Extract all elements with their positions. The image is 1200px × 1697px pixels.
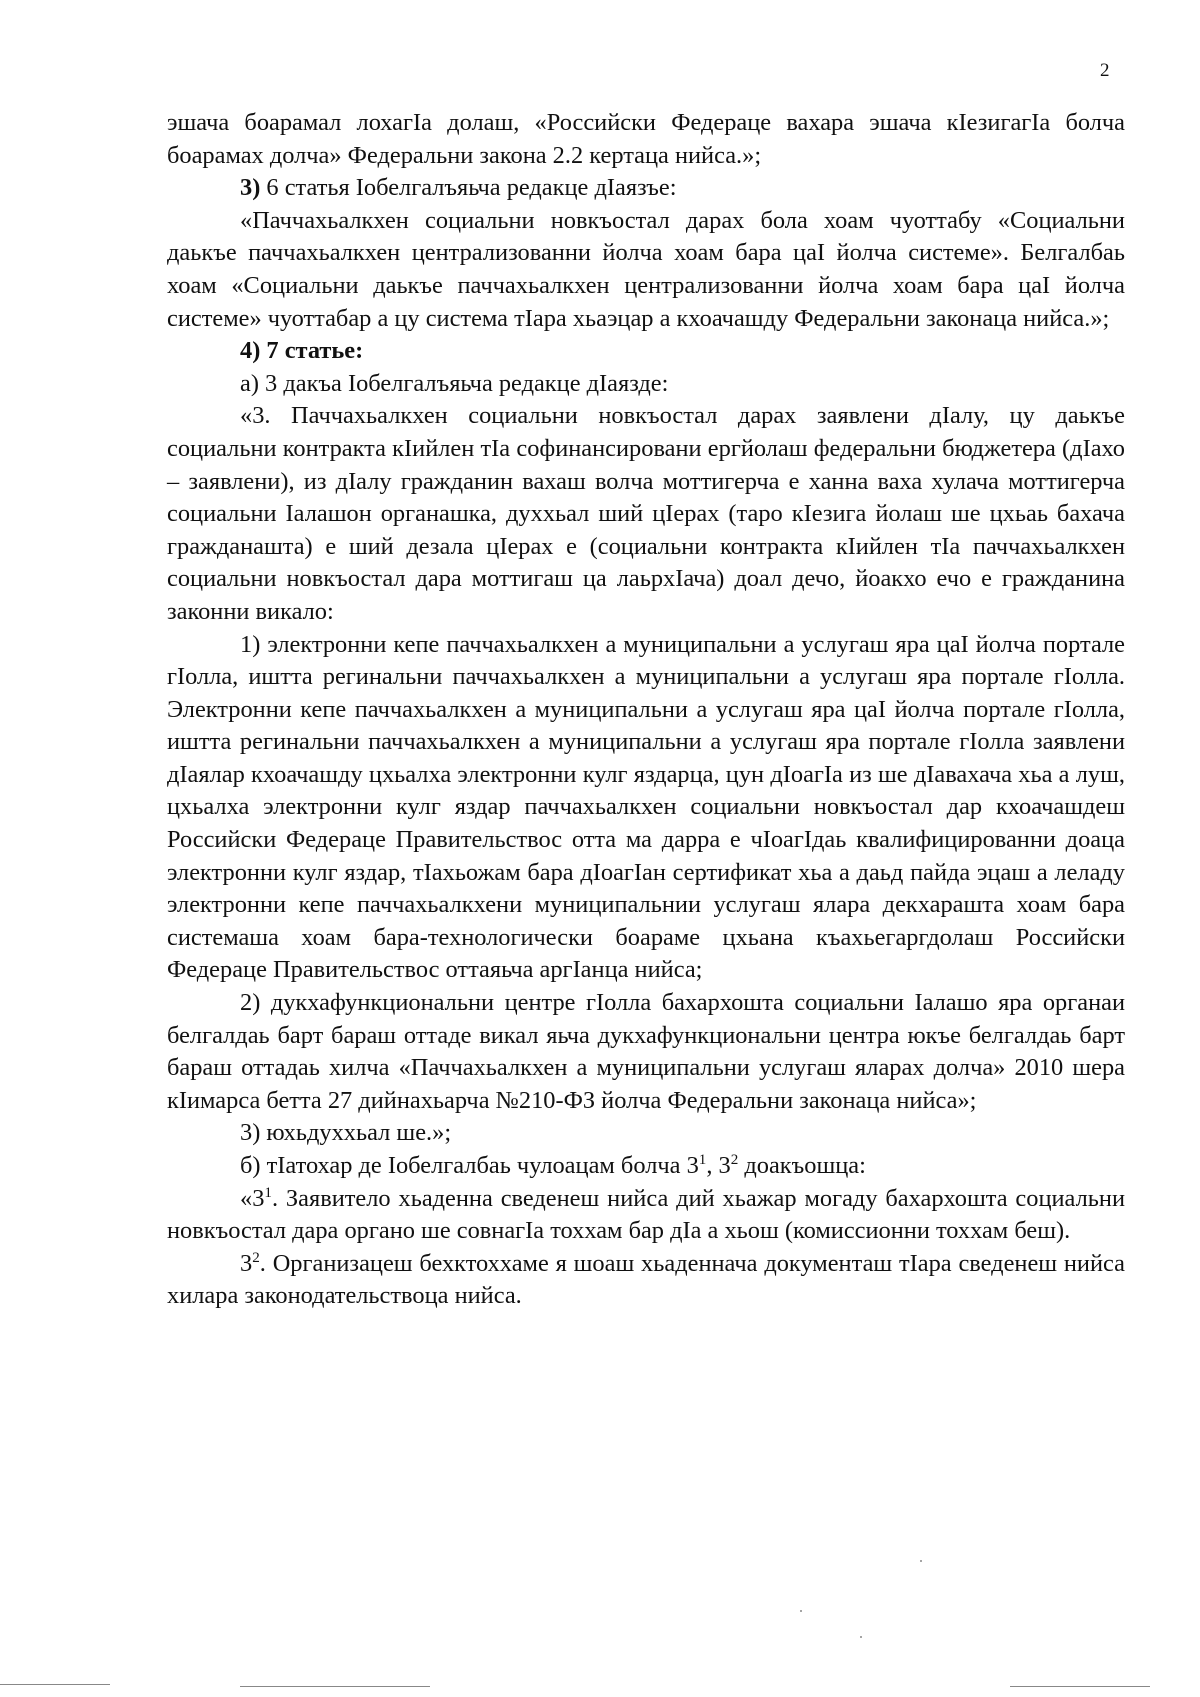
document-body [167,107,1125,1313]
text-fragment: доакъошца: [738,1152,866,1179]
paragraph-8: 2) дукхафункциональни центре гIолла бахархошта социальни Iалашо яра органаи белгалдаь барт бараш оттаде викал яьча дукхафункциональни центра юкъе белгалдаь барт бараш оттадаь хилча «Паччахьалкхен а муниципальни услугаш яларах долча» 2010 шера кIимарса бетта 27 дийнахьарча №210-ФЗ йолча Федеральни законаца нийса»; [167,989,1125,1114]
superscript: 1 [698,1151,707,1168]
scan-line [0,1684,110,1685]
superscript: 2 [252,1249,260,1266]
paragraph-12 [167,1248,1125,1313]
item-text: 6 статья Iобелгалъяьча редакце дIаязъе: [260,174,677,202]
scan-speck [800,1610,802,1612]
text-fragment: , 3 [706,1152,731,1179]
text-fragment: б) тIатохар де Iобелгалбаь чулоацам болча 3 [240,1152,699,1179]
scan-speck [920,1560,922,1562]
text-fragment: . Заявитело хьаденна сведенеш нийса дий хьажар могаду бахархошта социальни новкъостал дара органо ше совнагIа тоххам бар дIа а хьош (комиссионни тоххам беш). [167,1184,1125,1245]
paragraph-2 [167,172,1125,205]
scan-speck [860,1636,862,1638]
paragraph-3: «Паччахьалкхен социальни новкъостал дарах бола хоам чуоттабу «Социальни даькъе паччахьалкхен централизованни йолча хоам бара цаI йолча системе». Белгалбаь хоам «Социальни даькъе паччахьалкхен централизованни йолча хоам бара цаI йолча системе» чуоттабар а цу система тIара хьаэцар а кхоачашду Федеральни законаца нийса.»; [167,206,1125,332]
scan-line [1010,1686,1150,1687]
paragraph-11 [167,1183,1125,1248]
text-fragment: 3 [240,1249,253,1277]
superscript: 1 [264,1184,272,1201]
paragraph-5: а) 3 дакъа Iобелгалъяьча редакце дIаязде: [240,369,669,397]
paragraph-4: 4) 7 статье: [240,337,364,365]
superscript: 2 [730,1151,739,1168]
paragraph-1: эшача боарамал лохагIа долаш, «Российски Федераце вахара эшача кIезигагIа болча боарамах долча» Федеральни закона 2.2 кертаца нийса.»; [167,109,1125,169]
item-number: 3) [240,174,261,202]
paragraph-10 [167,1150,1125,1183]
page-number: 2 [1100,60,1110,81]
paragraph-6: «3. Паччахьалкхен социальни новкъостал дарах заявлени дIалу, цу даькъе социальни контракта кIийлен тIа софинансировани ергйолаш федеральни бюджетера (дIахо – заявлени), из дIалу гражданин вахаш волча моттигерча е ханна ваха хулача моттигерча социальни Iалашон органашка, духхьал ший цIерах (таро кIезига йолаш ше цхьаь бахача гражданашта) е ший дезала цIерах е (социальни контракта кIийлен тIа паччахьалкхен социальни новкъостал дара моттигаш ца лаьрхIача) доал дечо, йоакхо ечо е гражданина законни викало: [167,402,1125,625]
paragraph-9: 3) юхьдуххьал ше.»; [240,1119,452,1147]
text-fragment: «3 [240,1184,265,1212]
scan-line [240,1686,430,1687]
text-fragment: . Организацеш бехктоххаме я шоаш хьаденнача документаш тIара сведенеш нийса хилара законодательствоца нийса. [167,1249,1125,1310]
paragraph-7: 1) электронни кепе паччахьалкхен а муниципальни а услугаш яра цаI йолча портале гIолла, иштта регинальни паччахьалкхен а муниципальни а услугаш яра портале гIолла. Электронни кепе паччахьалкхен а муниципальни а услугаш яра цаI йолча портале гIолла, иштта регинальни паччахьалкхен а муниципальни а услугаш яра портале гIолла заявлени дIаялар кхоачашду цхьалха электронни кулг яздарца, цун дIоагIа из ше дIавахача хьа а луш, цхьалха электронни кулг яздар паччахьалкхен социальни новкъостал дар кхоачашдеш Российски Федераце Правительствос отта ма дарра е чIоагIдаь квалифицированни доаца электронни кулг яздар, тIахьожам бара дIоагIан сертификат хьа а даьд пайда эцаш а леладу электронни кепе паччахьалкхени муниципальнии услугаш ялара декхарашта хоам бара системаша хоам бара-технологически боараме цхьана къахьегаргдолаш Российски Федераце Правительствос оттаяьча аргIанца нийса; [167,630,1125,984]
